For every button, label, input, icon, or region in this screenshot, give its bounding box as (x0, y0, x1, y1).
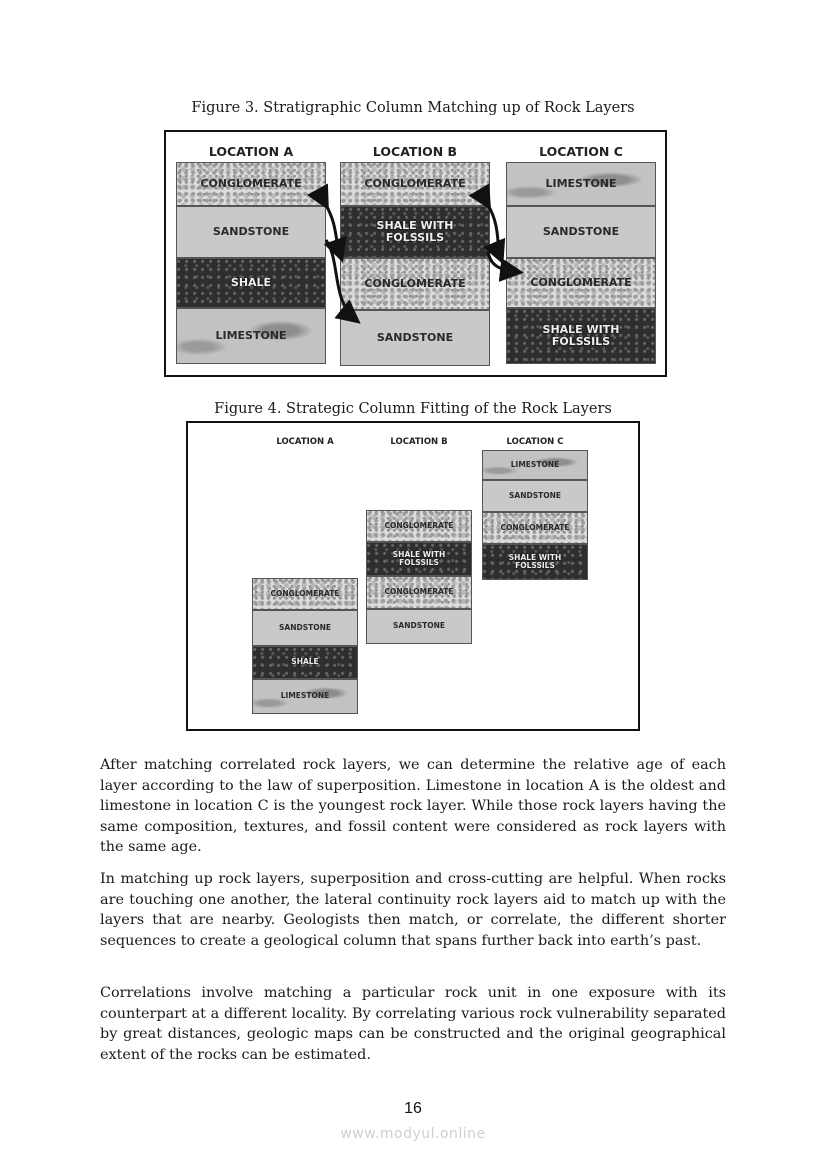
rock-layer-shale: SHALE (176, 258, 326, 308)
rock-layer-sandstone: SANDSTONE (176, 206, 326, 258)
rock-layer-sandstone: SANDSTONE (482, 480, 588, 512)
rock-layer-sandstone: SANDSTONE (506, 206, 656, 258)
rock-layer-sandstone: SANDSTONE (252, 610, 358, 646)
location-heading: LOCATION A (276, 437, 334, 447)
location-heading: LOCATION B (372, 144, 458, 159)
rock-layer-conglomerate: CONGLOMERATE (340, 258, 490, 310)
location-heading: LOCATION C (539, 144, 623, 159)
rock-layer-shale: SHALE WITH FOLSSILS (366, 542, 472, 576)
figure3-caption: Figure 3. Stratigraphic Column Matching up of Rock Layers (191, 100, 635, 116)
figure3-stratigraphic-columns (164, 130, 667, 377)
rock-layer-conglomerate: CONGLOMERATE (252, 578, 358, 610)
rock-layer-shale: SHALE WITH FOLSSILS (506, 308, 656, 364)
location-heading: LOCATION A (208, 144, 294, 159)
figure4-fitted-columns (186, 421, 640, 731)
arrow-a-b-top (326, 205, 341, 257)
rock-layer-conglomerate: CONGLOMERATE (366, 576, 472, 609)
paragraph-matching-layers: In matching up rock layers, superposition and cross-cutting are helpful. When rocks are touching one another, the lateral continuity rock layers aid to match up with the layers that are nearby. Geologists then match, or correlate, the different shorter sequences to create a geological column that spans further back into earth’s past. (100, 871, 726, 949)
page-number: 16 (404, 1100, 422, 1117)
rock-layer-sandstone: SANDSTONE (366, 609, 472, 644)
rock-layer-conglomerate: CONGLOMERATE (482, 512, 588, 544)
watermark: www.modyul.online (340, 1126, 486, 1142)
paragraph-correlations: Correlations involve matching a particular rock unit in one exposure with its counterpart at a different locality. By correlating various rock vulnerability separated by great distances, geologic maps can be constructed and the original geographical extent of the rocks can be estimated. (100, 985, 726, 1063)
paragraph-superposition: After matching correlated rock layers, we can determine the relative age of each layer according to the law of superposition. Limestone in location A is the oldest and limestone in location C is the youngest rock layer. While those rock layers having the same composition, textures, and fossil content were considered as rock layers with the same age. (100, 757, 726, 856)
arrow-b-c-middle (488, 252, 518, 272)
rock-layer-shale: SHALE WITH FOLSSILS (482, 544, 588, 580)
rock-layer-shale: SHALE (252, 646, 358, 679)
location-heading: LOCATION C (506, 437, 564, 447)
location-heading: LOCATION B (390, 437, 448, 447)
correlation-arrows (166, 132, 665, 375)
rock-layer-limestone: LIMESTONE (482, 450, 588, 480)
rock-layer-limestone: LIMESTONE (252, 679, 358, 714)
arrow-b-c-top (488, 205, 501, 259)
rock-layer-conglomerate: CONGLOMERATE (506, 258, 656, 308)
figure4-caption: Figure 4. Strategic Column Fitting of the Rock Layers (214, 401, 612, 417)
rock-layer-limestone: LIMESTONE (176, 308, 326, 364)
rock-layer-conglomerate: CONGLOMERATE (340, 162, 490, 206)
rock-layer-limestone: LIMESTONE (506, 162, 656, 206)
rock-layer-conglomerate: CONGLOMERATE (366, 510, 472, 542)
rock-layer-conglomerate: CONGLOMERATE (176, 162, 326, 206)
rock-layer-sandstone: SANDSTONE (340, 310, 490, 366)
rock-layer-shale: SHALE WITH FOLSSILS (340, 206, 490, 258)
